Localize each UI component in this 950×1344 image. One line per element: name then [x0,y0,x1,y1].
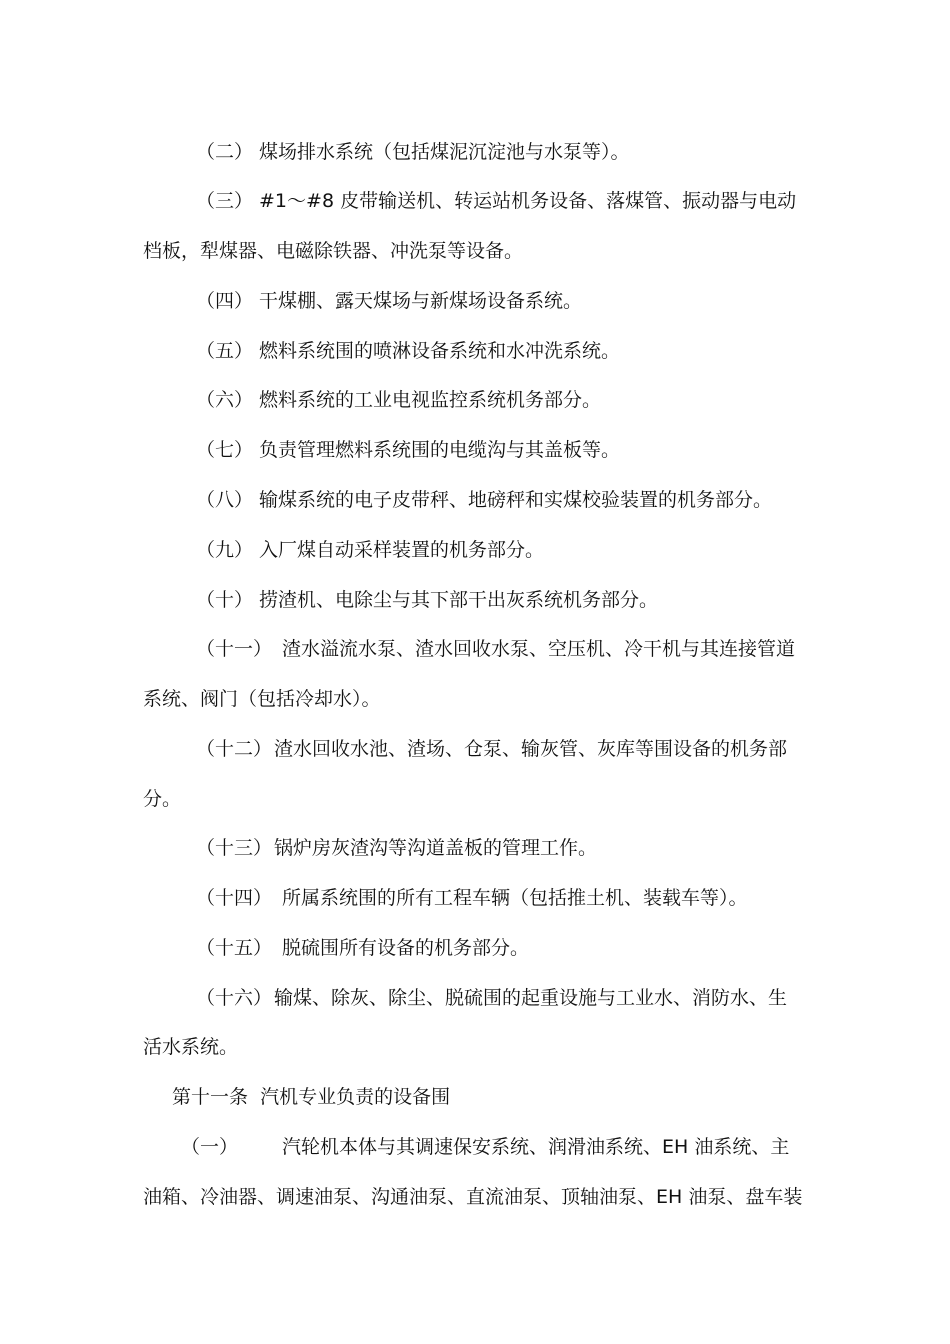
sub-item-1 [181,1135,789,1159]
item-text: 脱硫围所有设备的机务部分。 [282,937,530,959]
item-14 [196,886,748,910]
item-3 [196,189,796,213]
item-10 [196,588,658,612]
item-number: （五） [196,340,254,362]
item-number: （八） [196,489,254,511]
sub-item-1-continuation: 油箱、冷油器、调速油泵、沟通油泵、直流油泵、顶轴油泵、EH 油泵、盘车装 [143,1186,803,1208]
item-16-continuation: 活水系统。 [143,1036,239,1058]
item-number: （十六） [196,987,273,1009]
item-text: 干煤棚、露天煤场与新煤场设备系统。 [259,290,583,312]
item-13 [196,836,597,860]
item-number: （十四） [196,887,273,909]
item-4 [196,289,582,313]
item-number: （九） [196,539,254,561]
item-text: 渣水回收水池、渣场、仓泵、输灰管、灰库等围设备的机务部 [274,738,788,760]
item-number: （十） [196,589,254,611]
item-number: （一） [181,1136,239,1158]
item-text: 锅炉房灰渣沟等沟道盖板的管理工作。 [274,837,598,859]
item-text: 捞渣机、电除尘与其下部干出灰系统机务部分。 [259,589,659,611]
item-15 [196,936,529,960]
item-text: 入厂煤自动采样装置的机务部分。 [259,539,545,561]
item-3-continuation: 档板，犁煤器、电磁除铁器、冲洗泵等设备。 [143,240,524,262]
item-11 [196,637,795,661]
item-text: #1～#8 皮带输送机、转运站机务设备、落煤管、振动器与电动 [259,190,797,212]
item-2 [196,140,630,164]
item-text: 汽轮机本体与其调速保安系统、润滑油系统、EH 油系统、主 [282,1136,790,1158]
item-text: 负责管理燃料系统围的电缆沟与其盖板等。 [259,439,621,461]
item-number: （七） [196,439,254,461]
item-5 [196,339,620,363]
item-16 [196,986,787,1010]
item-text: 煤场排水系统（包括煤泥沉淀池与水泵等）。 [259,141,630,163]
item-7 [196,438,620,462]
item-6 [196,388,601,412]
item-number: （十一） [196,638,273,660]
item-number: （十二） [196,738,273,760]
item-11-continuation: 系统、阀门（包括冷却水）。 [143,688,381,710]
item-text: 输煤系统的电子皮带秤、地磅秤和实煤校验装置的机务部分。 [259,489,773,511]
item-number: （六） [196,389,254,411]
item-number: （十五） [196,937,273,959]
item-number: （三） [196,190,254,212]
item-number: （二） [196,141,254,163]
item-8 [196,488,772,512]
item-9 [196,538,544,562]
item-text: 燃料系统的工业电视监控系统机务部分。 [259,389,602,411]
item-12-continuation: 分。 [143,788,182,810]
item-text: 燃料系统围的喷淋设备系统和水冲洗系统。 [259,340,621,362]
item-text: 所属系统围的所有工程车辆（包括推土机、装载车等）。 [282,887,748,909]
article-heading: 第十一条 汽机专业负责的设备围 [172,1086,451,1108]
item-text: 输煤、除灰、除尘、脱硫围的起重设施与工业水、消防水、生 [274,987,788,1009]
item-number: （四） [196,290,254,312]
item-text: 渣水溢流水泵、渣水回收水泵、空压机、冷干机与其连接管道 [282,638,796,660]
item-12 [196,737,787,761]
item-number: （十三） [196,837,273,859]
